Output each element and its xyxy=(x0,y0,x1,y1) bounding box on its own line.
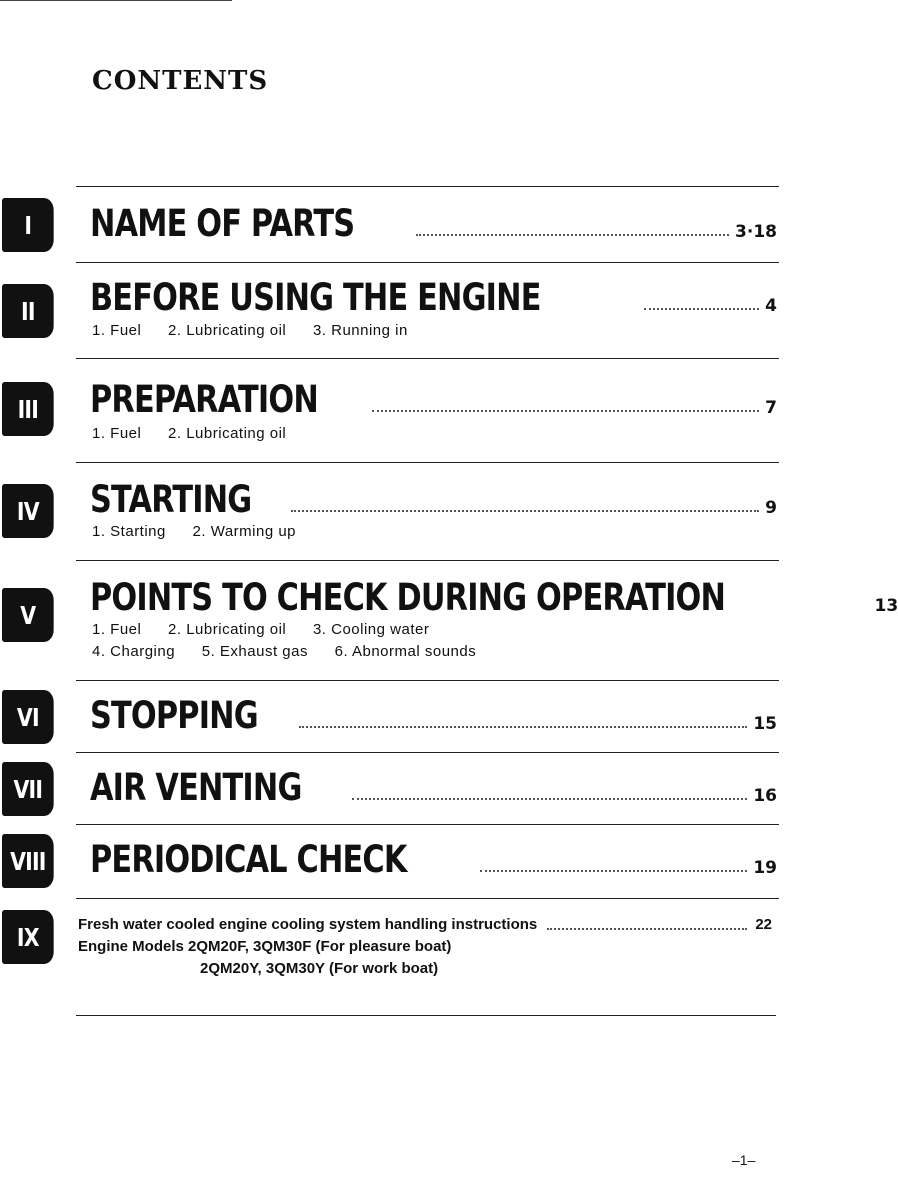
divider xyxy=(76,824,779,825)
section-title: PERIODICAL CHECK xyxy=(90,838,407,881)
top-rule xyxy=(0,0,232,1)
toc-entry-points-to-check[interactable] xyxy=(90,576,898,619)
subsection-item: 1. Starting xyxy=(92,523,166,540)
toc-entry-preparation[interactable] xyxy=(90,380,777,420)
section-title: AIR VENTING xyxy=(90,766,302,809)
toc-entry-starting[interactable] xyxy=(90,480,777,520)
page-ref: 19 xyxy=(753,858,777,878)
section-title: Fresh water cooled engine cooling system handling instructions xyxy=(78,916,538,933)
subsection-item: 2. Lubricating oil xyxy=(168,425,287,442)
divider xyxy=(76,680,779,681)
dot-leader xyxy=(299,726,748,728)
section-tab-vii: VII xyxy=(2,762,54,816)
subsection-list xyxy=(92,619,451,641)
page-ref: 3·18 xyxy=(735,222,777,242)
toc-entry-stopping[interactable] xyxy=(90,696,777,736)
dot-leader xyxy=(480,870,747,872)
subsection-item: 3. Running in xyxy=(312,322,408,339)
subsection-list xyxy=(92,641,498,663)
page-number: –1– xyxy=(732,1152,756,1168)
divider xyxy=(76,358,779,359)
section-title: PREPARATION xyxy=(90,378,318,421)
subsection-list xyxy=(92,521,318,543)
subsection-item: 6. Abnormal sounds xyxy=(334,643,477,660)
divider xyxy=(76,1015,776,1016)
page-ref: 9 xyxy=(765,498,777,518)
dot-leader xyxy=(416,234,729,236)
subsection-item: 2. Lubricating oil xyxy=(168,621,287,638)
section-title: STARTING xyxy=(90,478,252,521)
section-title: BEFORE USING THE ENGINE xyxy=(90,276,541,319)
page-ref: 7 xyxy=(765,398,777,418)
page-ref: 22 xyxy=(755,916,772,933)
subsection-item: 5. Exhaust gas xyxy=(201,643,308,660)
section-title: POINTS TO CHECK DURING OPERATION xyxy=(90,576,726,619)
page-ref: 4 xyxy=(765,296,777,316)
divider xyxy=(76,898,779,899)
subsection-list xyxy=(92,320,430,342)
subsection-item: 4. Charging xyxy=(92,643,176,660)
dot-leader xyxy=(291,510,759,512)
subsection-item: 2. Warming up xyxy=(192,523,297,540)
page-ref: 13 xyxy=(874,596,898,616)
toc-entry-name-of-parts[interactable] xyxy=(90,204,777,244)
subsection-item: 3. Cooling water xyxy=(312,621,430,638)
section-title: NAME OF PARTS xyxy=(90,202,355,245)
page-ref: 16 xyxy=(753,786,777,806)
section-tab-ix: IX xyxy=(2,910,54,964)
engine-models-line: 2QM20Y, 3QM30Y (For work boat) xyxy=(200,960,439,977)
section-tab-viii: VIII xyxy=(2,834,54,888)
toc-entry-air-venting[interactable] xyxy=(90,768,777,808)
page-title: CONTENTS xyxy=(92,66,269,96)
subsection-item: 1. Fuel xyxy=(92,621,142,638)
toc-entry-fresh-water[interactable] xyxy=(78,914,772,980)
section-title: STOPPING xyxy=(90,694,258,737)
divider xyxy=(76,462,779,463)
subsection-item: 1. Fuel xyxy=(92,322,142,339)
section-tab-iii: III xyxy=(2,382,54,436)
divider xyxy=(76,752,779,753)
divider xyxy=(76,560,779,561)
dot-leader xyxy=(372,410,759,412)
subsection-item: 1. Fuel xyxy=(92,425,142,442)
section-tab-v: V xyxy=(2,588,54,642)
subsection-list xyxy=(92,423,308,445)
section-tab-i: I xyxy=(2,198,54,252)
dot-leader xyxy=(547,928,747,930)
subsection-item: 2. Lubricating oil xyxy=(168,322,287,339)
dot-leader xyxy=(644,308,760,310)
engine-models-line: Engine Models 2QM20F, 3QM30F (For pleasure boat) xyxy=(78,938,452,955)
section-tab-iv: IV xyxy=(2,484,54,538)
toc-entry-before-using[interactable] xyxy=(90,278,777,318)
section-tab-ii: II xyxy=(2,284,54,338)
section-tab-vi: VI xyxy=(2,690,54,744)
dot-leader xyxy=(352,798,747,800)
divider xyxy=(76,186,779,187)
page-ref: 15 xyxy=(753,714,777,734)
toc-entry-periodical-check[interactable] xyxy=(90,840,777,880)
divider xyxy=(76,262,779,263)
